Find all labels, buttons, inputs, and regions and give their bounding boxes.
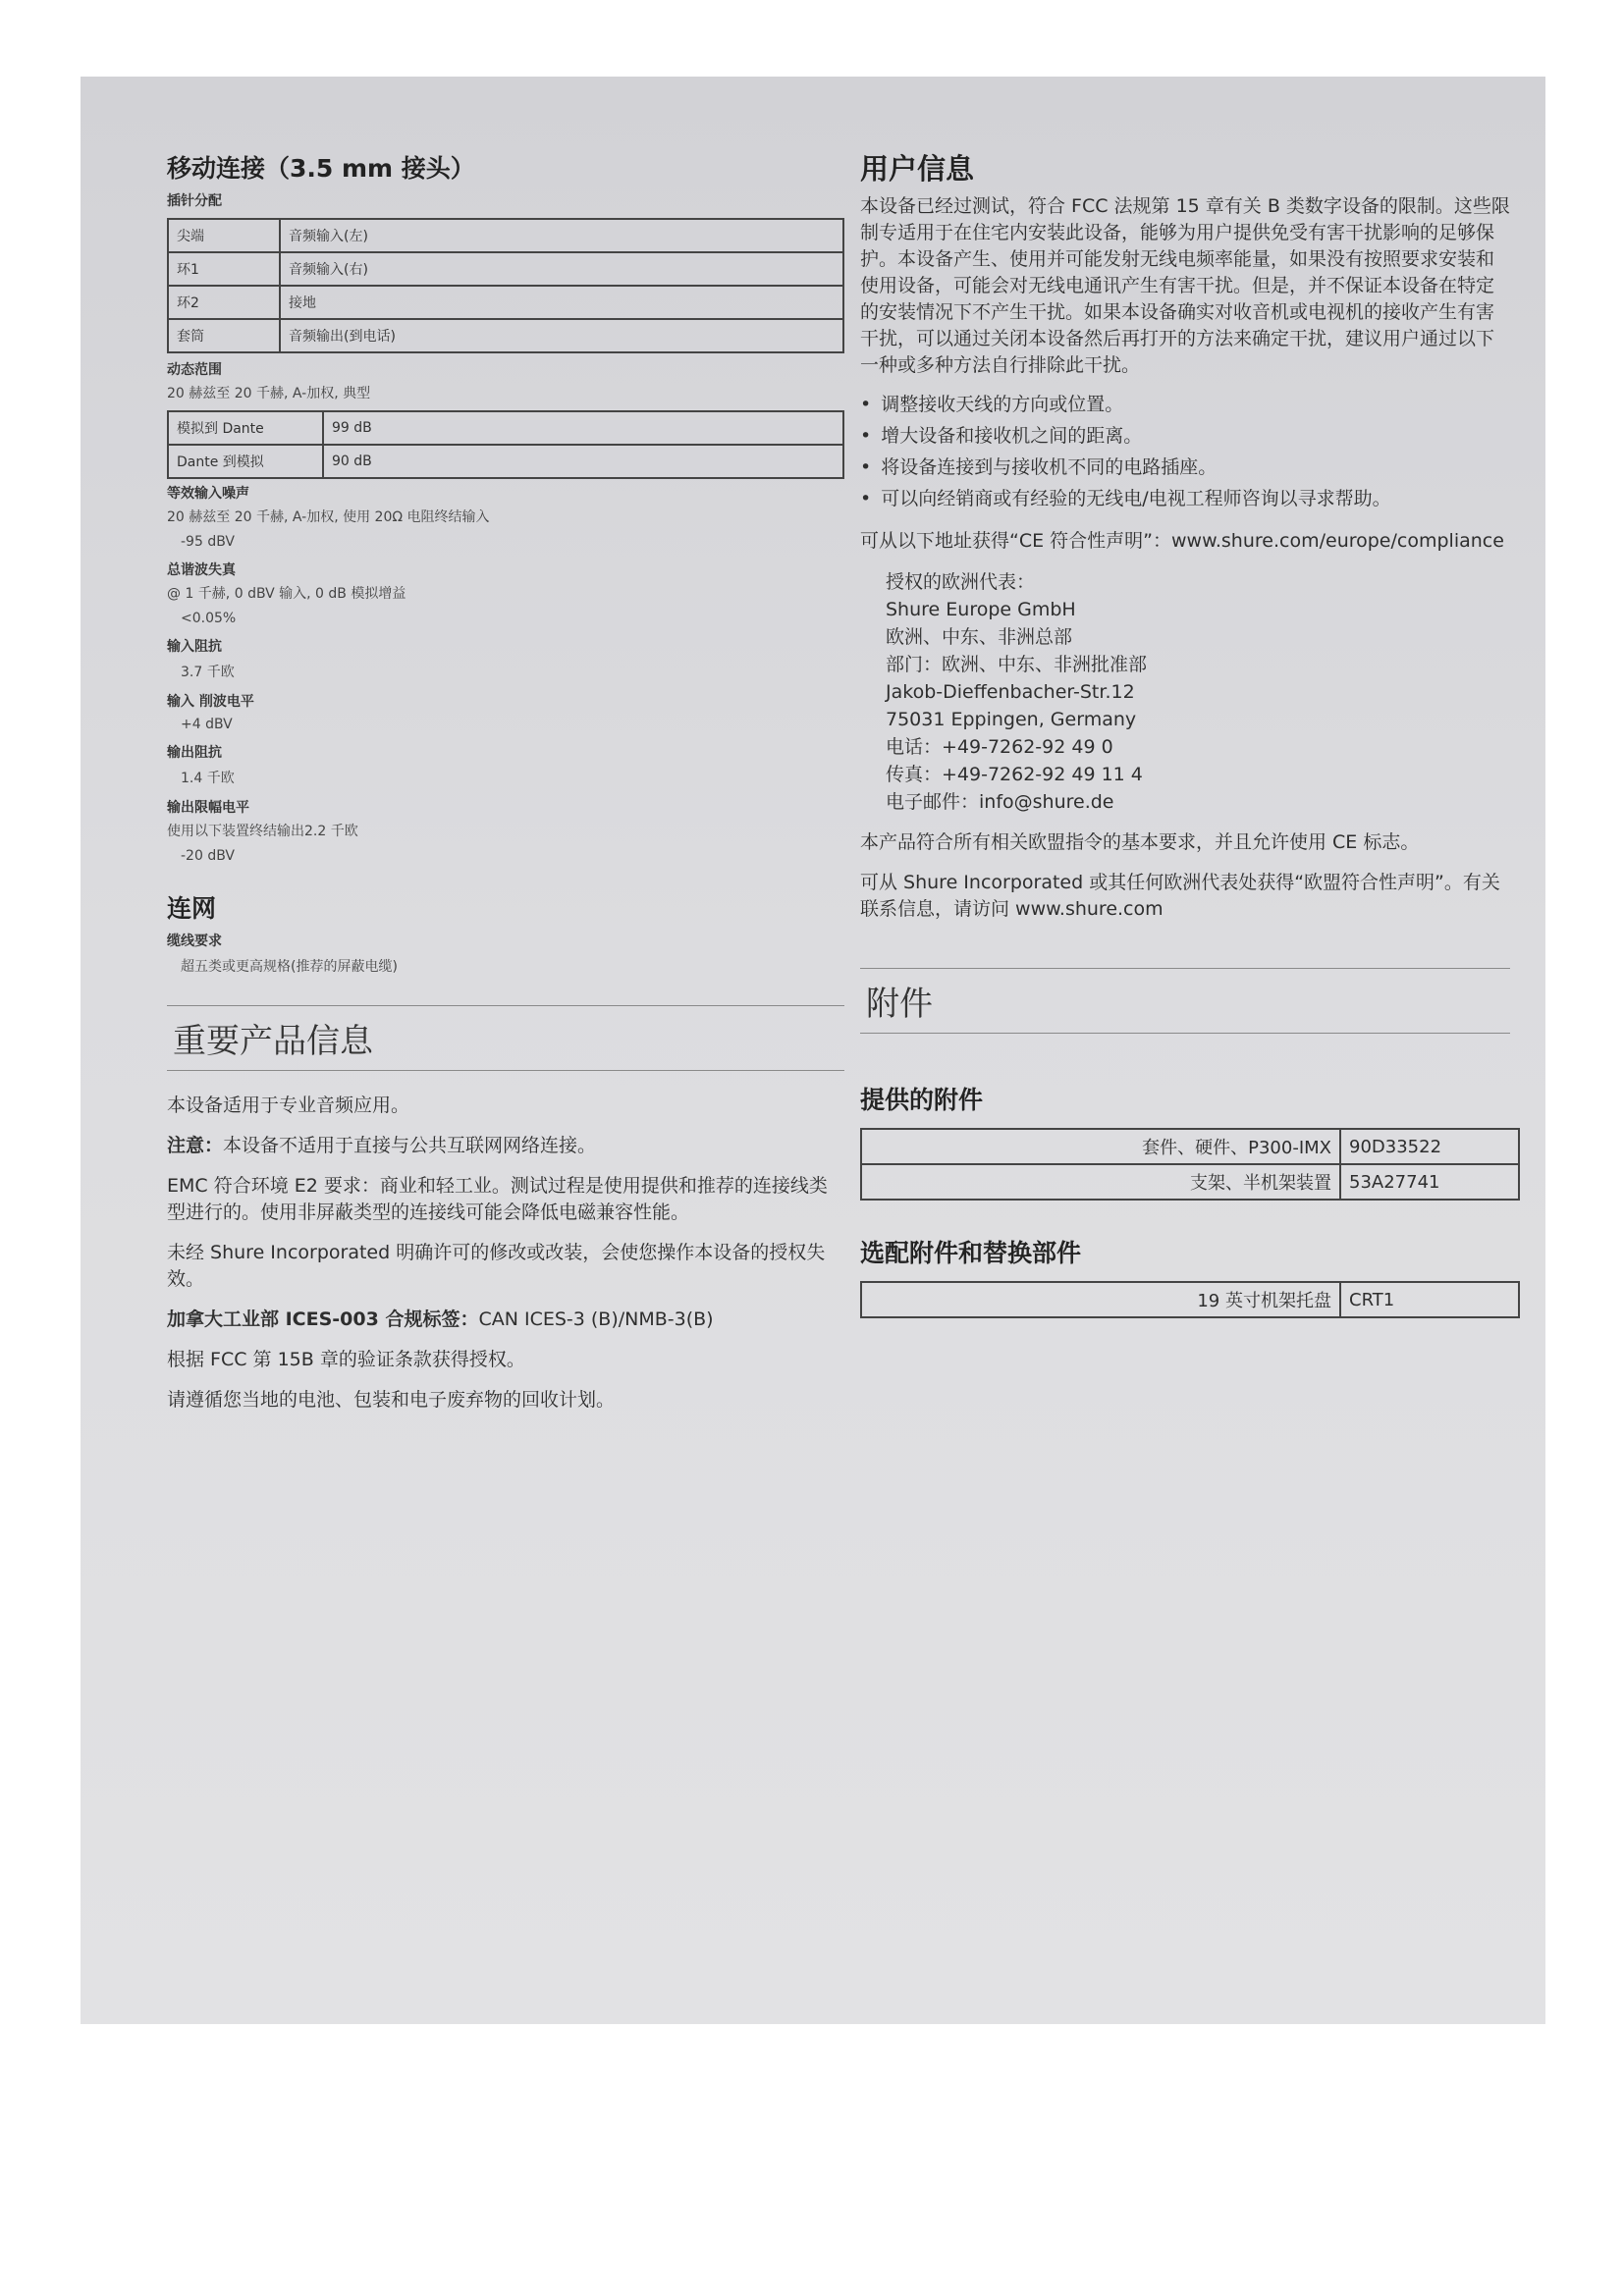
table-cell: 尖端 (168, 219, 280, 252)
accessories-title: 附件 (866, 985, 933, 1024)
fcc-paragraph: 根据 FCC 第 15B 章的验证条款获得授权。 (167, 1349, 525, 1370)
address-line: 电子邮件：info@shure.de (886, 791, 1114, 813)
spec-desc: 使用以下装置终结输出2.2 千欧 (167, 824, 358, 839)
recycle-paragraph: 请遵循您当地的电池、包装和电子废弃物的回收计划。 (167, 1389, 616, 1411)
dynamic-range-label: 动态范围 (167, 362, 222, 378)
address-line: 欧洲、中东、非洲总部 (886, 626, 1073, 648)
modification-paragraph: 未经 Shure Incorporated 明确许可的修改或改装，会使您操作本设备的授权失效。 (167, 1242, 826, 1290)
address-line: 部门：欧洲、中东、非洲批准部 (886, 654, 1148, 675)
table-row (168, 252, 843, 286)
ices-text: CAN ICES-3 (B)/NMB-3(B) (478, 1308, 714, 1330)
spec-value: 1.4 千欧 (181, 771, 235, 786)
spec-value: -95 dBV (181, 534, 235, 550)
list-item: • 增大设备和接收机之间的距离。 (860, 420, 1510, 452)
table-cell: 99 dB (323, 411, 843, 445)
provided-accessories-title: 提供的附件 (860, 1086, 984, 1114)
address-line: 传真：+49-7262-92 49 11 4 (886, 764, 1143, 785)
table-cell: 53A27741 (1340, 1164, 1519, 1200)
table-cell: 音频输出(到电话) (280, 319, 843, 352)
table-cell: 环2 (168, 286, 280, 319)
address-line: 电话：+49-7262-92 49 0 (886, 736, 1113, 758)
table-cell: 音频输入(右) (280, 252, 843, 286)
spec-label: 等效输入噪声 (167, 486, 249, 502)
table-row (168, 319, 843, 352)
right-column (860, 77, 1510, 1318)
address-line: 授权的欧洲代表： (886, 571, 1036, 593)
cable-requirement-label: 缆线要求 (167, 934, 222, 949)
left-column (167, 77, 844, 1414)
spec-desc: 20 赫兹至 20 千赫, A-加权, 使用 20Ω 电阻终结输入 (167, 509, 490, 525)
table-row (861, 1129, 1519, 1164)
address-line: 75031 Eppingen, Germany (886, 709, 1137, 730)
spec-label: 输入阻抗 (167, 639, 222, 655)
accessories-header (860, 968, 1510, 1034)
emc-paragraph: EMC 符合环境 E2 要求：商业和轻工业。测试过程是使用提供和推荐的连接线类型进行的。使用非屏蔽类型的连接线可能会降低电磁兼容性能。 (167, 1175, 828, 1223)
table-row (168, 286, 843, 319)
note-text: 本设备不适用于直接与公共互联网网络连接。 (223, 1135, 597, 1156)
list-item: • 调整接收天线的方向或位置。 (860, 389, 1510, 420)
spec-label: 输出限幅电平 (167, 800, 249, 816)
ce-compliance-text: 本产品符合所有相关欧盟指令的基本要求，并且允许使用 CE 标志。 (860, 831, 1420, 853)
ices-label: 加拿大工业部 ICES-003 合规标签： (167, 1308, 479, 1330)
spec-value: <0.05% (181, 611, 237, 626)
dynamic-range-desc: 20 赫兹至 20 千赫, A-加权, 典型 (167, 386, 371, 401)
ices-paragraph (167, 1307, 844, 1333)
table-cell: 模拟到 Dante (168, 411, 323, 445)
table-cell: 环1 (168, 252, 280, 286)
eu-representative-address (860, 568, 1510, 816)
table-cell: 90D33522 (1340, 1129, 1519, 1164)
cable-requirement-value: 超五类或更高规格(推荐的屏蔽电缆) (181, 959, 398, 975)
dynamic-range-table (167, 410, 844, 479)
table-cell: 接地 (280, 286, 843, 319)
table-cell: 支架、半机架装置 (861, 1164, 1340, 1200)
important-info-title: 重要产品信息 (173, 1022, 373, 1061)
list-item: • 可以向经销商或有经验的无线电/电视工程师咨询以寻求帮助。 (860, 483, 1510, 514)
table-cell: 90 dB (323, 445, 843, 478)
pin-table (167, 218, 844, 353)
address-line: Shure Europe GmbH (886, 599, 1076, 620)
table-cell: Dante 到模拟 (168, 445, 323, 478)
spec-value: 3.7 千欧 (181, 665, 235, 680)
spec-value: +4 dBV (181, 717, 233, 732)
contact-text: 可从 Shure Incorporated 或其任何欧洲代表处获得“欧盟符合性声明”。有关联系信息，请访问 www.shure.com (860, 872, 1500, 920)
table-cell: CRT1 (1340, 1282, 1519, 1317)
table-row (861, 1164, 1519, 1200)
network-title: 连网 (167, 894, 217, 923)
mobile-connection-title: 移动连接（3.5 mm 接头） (167, 154, 475, 183)
table-cell: 音频输入(左) (280, 219, 843, 252)
fcc-statement: 本设备已经过测试，符合 FCC 法规第 15 章有关 B 类数字设备的限制。这些限制专适用于在住宅内安装此设备，能够为用户提供免受有害干扰影响的足够保护。本设备产生、使用并可能发射无线电频率能量，如果没有按照要求安装和使用设备，可能会对无线电通讯产生有害干扰。但是，并不保证本设备在特定的安装情况下不产生干扰。如果本设备确实对收音机或电视机的接收产生有害干扰，可以通过关闭本设备然后再打开的方法来确定干扰，建议用户通过以下一种或多种方法自行排除此干扰。 (860, 195, 1510, 376)
table-cell: 套筒 (168, 319, 280, 352)
table-row (861, 1282, 1519, 1317)
ce-declaration-link: 可从以下地址获得“CE 符合性声明”：www.shure.com/europe/compliance (860, 530, 1504, 552)
optional-accessories-title: 选配附件和替换部件 (860, 1239, 1082, 1267)
pin-assignment-label: 插针分配 (167, 193, 222, 209)
optional-accessories-table (860, 1281, 1520, 1318)
important-info-header (167, 1005, 844, 1071)
spec-label: 输出阻抗 (167, 745, 222, 761)
user-info-title: 用户信息 (860, 152, 975, 186)
address-line: Jakob-Dieffenbacher-Str.12 (886, 681, 1135, 703)
table-row (168, 445, 843, 478)
list-item: • 将设备连接到与接收机不同的电路插座。 (860, 452, 1510, 483)
document-page (81, 77, 1545, 2024)
body-paragraph: 本设备适用于专业音频应用。 (167, 1095, 410, 1116)
spec-value: -20 dBV (181, 848, 235, 864)
table-cell: 19 英寸机架托盘 (861, 1282, 1340, 1317)
table-cell: 套件、硬件、P300-IMX (861, 1129, 1340, 1164)
interference-list (860, 389, 1510, 514)
table-row (168, 411, 843, 445)
spec-label: 输入 削波电平 (167, 694, 254, 710)
note-label: 注意： (167, 1135, 224, 1156)
table-row (168, 219, 843, 252)
spec-label: 总谐波失真 (167, 562, 236, 578)
spec-desc: @ 1 千赫, 0 dBV 输入, 0 dB 模拟增益 (167, 586, 406, 602)
provided-accessories-table (860, 1128, 1520, 1201)
note-paragraph (167, 1133, 844, 1159)
